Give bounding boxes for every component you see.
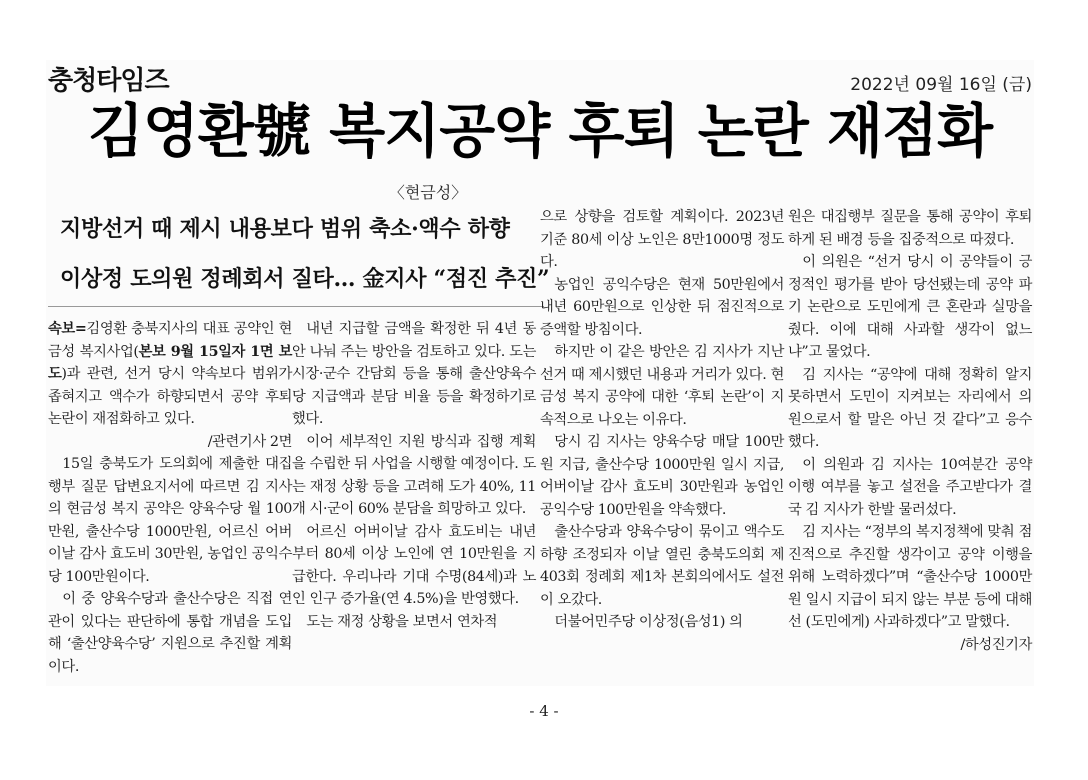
- article-column-2: [292, 318, 536, 633]
- paragraph: 어르신 어버이날 감사 효도비는 내년부터 80세 이상 노인에 연 10만원을 지급한다. 우리나라 기대 수명(84세)과 노인 인구 증가율(연 4.5%)을 반영했다.: [292, 523, 536, 607]
- subheadline-2: 이상정 도의원 정례회서 질타… 金지사 “점진 추진”: [60, 266, 550, 292]
- subhead-divider: [48, 306, 544, 307]
- page-number: - 4 -: [529, 702, 559, 720]
- topic-tag: 〈현금성〉: [388, 183, 468, 202]
- paragraph: 출산수당과 양육수당이 묶이고 액수도 하향 조정되자 이날 열린 충북도의회 제403회 정례회 제1차 본회의에서도 설전이 오갔다.: [540, 524, 784, 608]
- paragraph: 도는 재정 상황을 보면서 연차적: [306, 613, 498, 630]
- lead-text: 김영환 충북지사의 대표 공약인 현금성 복지사업(: [48, 321, 292, 360]
- paragraph: 김 지사는 “공약에 대해 정확히 알지 못하면서 도민이 지켜보는 자리에서 의원으로서 할 말은 아닌 것 같다”고 응수했다.: [788, 366, 1032, 450]
- article-column-1: [48, 318, 292, 678]
- paragraph: 더불어민주당 이상정(음성1) 의: [554, 614, 743, 630]
- paragraph: 15일 충북도가 도의회에 제출한 대집행부 질문 답변요지서에 따르면 김 지사의 현금성 복지 공약은 양육수당 월 100만원, 출산수당 1000만원, 어르신 어버이날 감사 효도비 30만원, 농업인 공익수당 100만원이다.: [48, 456, 292, 585]
- lead-text-2: )과 관련, 선거 당시 약속보다 범위가 좁혀지고 액수가 하향되면서 공약 후퇴 논란이 재점화하고 있다.: [48, 366, 292, 427]
- byline: /하성진기자: [960, 636, 1032, 653]
- publication-date: 2022년 09월 16일 (금): [850, 75, 1032, 95]
- paragraph: 내년 지급할 금액을 확정한 뒤 4년 동안 나눠 주는 방안을 검토하고 있다. 도는 시장·군수 간담회 등을 통해 출산양육수당 지급액과 분담 비율 등을 확정하기로 했다.: [292, 321, 536, 427]
- lead-paragraph: [48, 318, 292, 453]
- article-column-3: [540, 206, 784, 634]
- paragraph: 이 중 양육수당과 출산수당은 직접 연관이 있다는 판단하에 통합 개념을 도입해 ‘출산양육수당’ 지원으로 추진할 계획이다.: [48, 591, 292, 675]
- lead-label: 속보=: [48, 321, 87, 337]
- publisher-name: 충청타임즈: [48, 66, 169, 96]
- headline: 김영환號 복지공약 후퇴 논란 재점화: [87, 97, 993, 165]
- paragraph-continued: 원은 대집행부 질문을 통해 공약이 후퇴하게 된 배경 등을 집중적으로 따졌다.: [788, 209, 1032, 248]
- related-article-note: /관련기사 2면: [207, 433, 292, 450]
- paragraph-continued: 으로 상향을 검토할 계획이다. 2023년 기준 80세 이상 노인은 8만1000명 정도다.: [540, 209, 784, 270]
- paragraph: 농업인 공익수당은 현재 50만원에서 내년 60만원으로 인상한 뒤 점진적으로 증액할 방침이다.: [540, 276, 784, 338]
- paragraph: 당시 김 지사는 양육수당 매달 100만원 지급, 출산수당 1000만원 일시 지급, 어버이날 감사 효도비 30만원과 농업인 공익수당 100만원을 약속했다.: [540, 434, 784, 518]
- subheadline-1: 지방선거 때 제시 내용보다 범위 축소·액수 하향: [60, 216, 510, 242]
- paragraph: 이 의원은 “선거 당시 이 공약들이 긍정적인 평가를 받아 당선됐는데 공약 파기 논란으로 도민에게 큰 혼란과 실망을 줬다. 이에 대해 사과할 생각이 없느냐”고 물었다.: [788, 254, 1032, 360]
- paragraph: 이 의원과 김 지사는 10여분간 공약 이행 여부를 놓고 설전을 주고받다가 결국 김 지사가 한발 물러섰다.: [788, 456, 1032, 518]
- paragraph: 하지만 이 같은 방안은 김 지사가 지난 선거 때 제시했던 내용과 거리가 있다. 현금성 복지 공약에 대한 ‘후퇴 논란’이 지속적으로 나오는 이유다.: [540, 344, 784, 428]
- paragraph: 이어 세부적인 지원 방식과 집행 계획을 수립한 뒤 사업을 시행할 예정이다. 도는 재정 상황 등을 고려해 도가 40%, 11개 시·군이 60% 분담을 희망하고 있다.: [292, 433, 536, 517]
- article-column-4: [788, 206, 1032, 656]
- paragraph: 김 지사는 “정부의 복지정책에 맞춰 점진적으로 추진할 생각이고 공약 이행을 위해 노력하겠다”며 “출산수당 1000만원 일시 지급이 되지 않는 부분 등에 대해선 (도민에게) 사과하겠다”고 말했다.: [788, 524, 1032, 630]
- byline-line: [788, 634, 1032, 657]
- reference-note: 본보 9월 15일자 1면 보도: [48, 343, 292, 382]
